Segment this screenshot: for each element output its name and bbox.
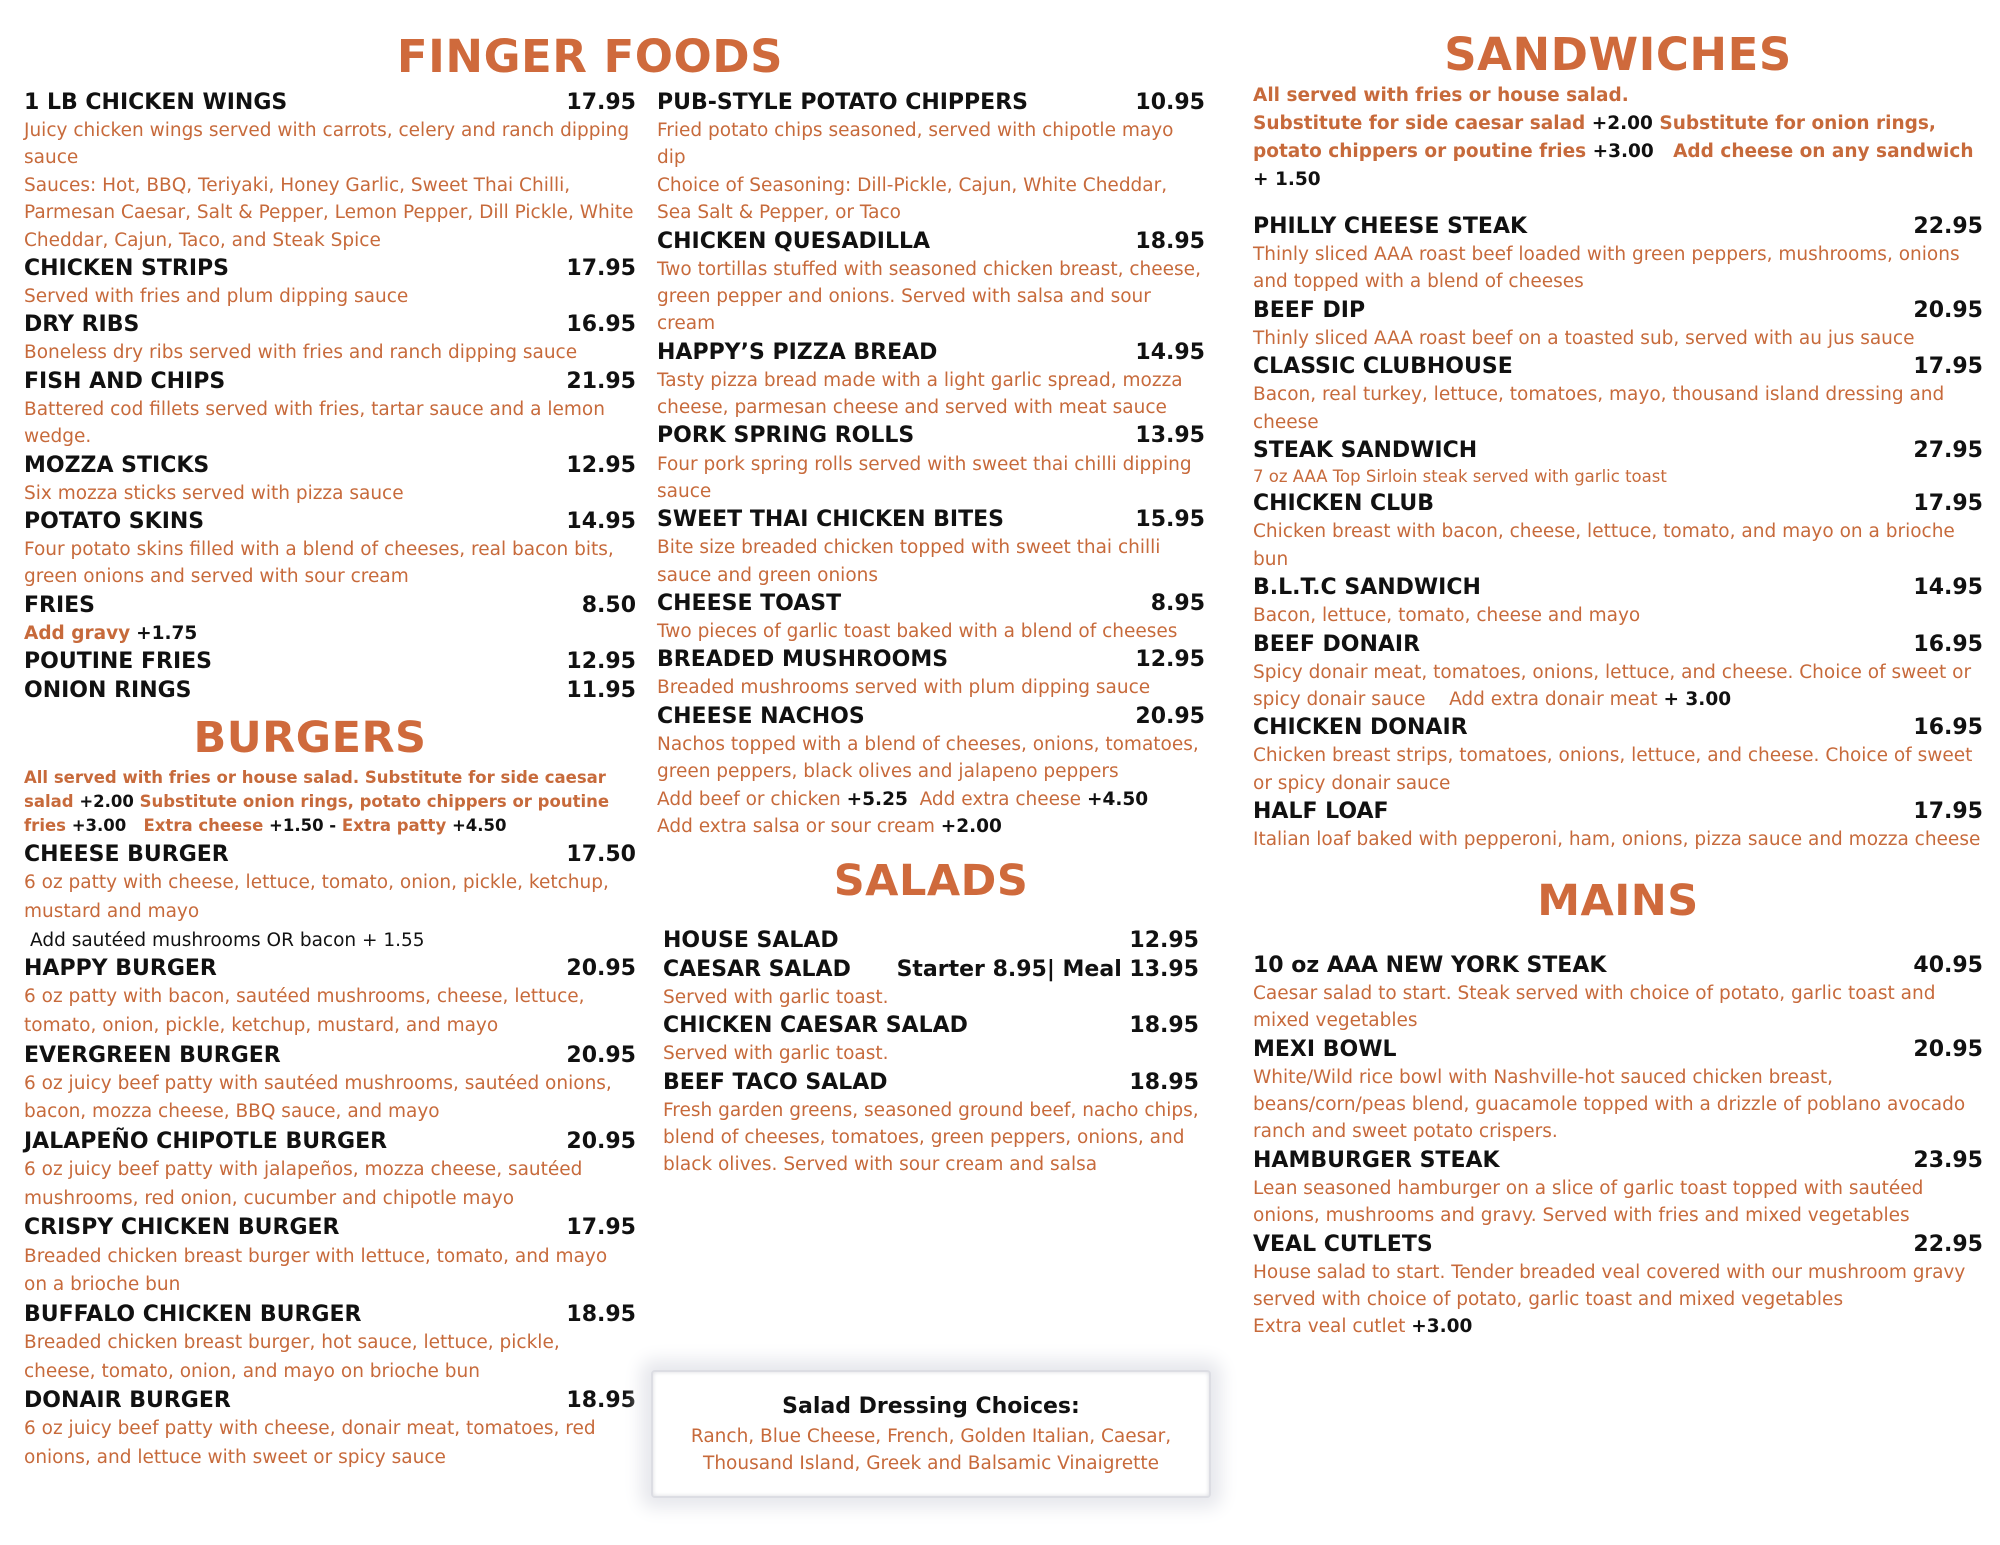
item-name: DONAIR BURGER: [24, 1388, 231, 1414]
addon-price: +2.00: [940, 816, 1002, 837]
menu-item: [1253, 713, 1983, 797]
item-description: House salad to start. Tender breaded veal covered with our mushroom gravy served with choice of potato, garlic toast and mixed vegetables: [1253, 1261, 1966, 1310]
item-price: 11.95: [566, 678, 636, 704]
item-price: 13.95: [1135, 423, 1205, 449]
intro-price: +3.00: [1592, 140, 1654, 162]
menu-item: [24, 254, 636, 310]
item-description: Served with fries and plum dipping sauce: [24, 285, 409, 307]
item-name: BUFFALO CHICKEN BURGER: [24, 1301, 362, 1327]
menu-item: [1253, 352, 1983, 436]
item-name: HAPPY’S PIZZA BREAD: [657, 339, 938, 365]
item-name: CHEESE TOAST: [657, 591, 842, 617]
item-price: 17.95: [1913, 491, 1983, 517]
item-name: CHEESE BURGER: [24, 842, 229, 868]
menu-item: [24, 507, 636, 591]
dressing-list: Ranch, Blue Cheese, French, Golden Italian, Caesar, Thousand Island, Greek and Balsamic Vinaigrette: [690, 1426, 1172, 1475]
item-price: 15.95: [1135, 507, 1205, 533]
item-description: Chicken breast with bacon, cheese, lettuce, tomato, and mayo on a brioche bun: [1253, 521, 1955, 570]
menu-item: [657, 645, 1205, 701]
item-name: FRIES: [24, 592, 96, 618]
menu-item: [1253, 1230, 1983, 1341]
item-description: Boneless dry ribs served with fries and ranch dipping sauce: [24, 342, 578, 364]
item-price: 20.95: [1913, 1036, 1983, 1062]
salad-dressing-box: [651, 1370, 1211, 1498]
item-description-seasoning: Choice of Seasoning: Dill-Pickle, Cajun, White Cheddar, Sea Salt & Pepper, or Taco: [657, 174, 1168, 224]
item-price: 23.95: [1913, 1147, 1983, 1173]
item-price: 8.95: [1150, 591, 1205, 617]
menu-item: [1253, 1146, 1983, 1230]
menu-item: [657, 702, 1205, 841]
menu-item: [24, 591, 636, 647]
menu-item: [1253, 1035, 1983, 1146]
intro-text: Substitute onion rings, potato chippers or poutine fries: [24, 792, 610, 836]
finger-foods-title: FINGER FOODS: [396, 30, 784, 83]
item-name: MEXI BOWL: [1253, 1036, 1397, 1062]
item-price: 14.95: [1913, 575, 1983, 601]
item-name: CHICKEN CAESAR SALAD: [663, 1013, 968, 1039]
item-name: BEEF TACO SALAD: [663, 1069, 888, 1095]
menu-item: [657, 505, 1205, 589]
menu-item: [24, 1213, 636, 1299]
item-description: 6 oz patty with cheese, lettuce, tomato, onion, pickle, ketchup, mustard and mayo: [24, 872, 609, 922]
item-name: SWEET THAI CHICKEN BITES: [657, 507, 1004, 533]
menu-item: [657, 421, 1205, 505]
menu-item: [24, 954, 636, 1040]
item-price: 18.95: [1135, 228, 1205, 254]
intro-text: Extra cheese: [143, 816, 264, 836]
item-addon: [24, 620, 636, 647]
menu-item: [657, 88, 1205, 227]
item-description: Breaded mushrooms served with plum dipping sauce: [657, 677, 1151, 699]
item-price: 40.95: [1913, 952, 1983, 978]
addon-price: +5.25: [846, 788, 908, 810]
intro-price: +2.00: [79, 792, 134, 812]
item-description: 6 oz juicy beef patty with jalapeños, mozza cheese, sautéed mushrooms, red onion, cucumber and chipotle mayo: [24, 1159, 583, 1209]
item-description: Four potato skins filled with a blend of cheeses, real bacon bits, green onions and served with sour cream: [24, 538, 614, 588]
item-price: 10.95: [1135, 90, 1205, 115]
item-description-sauces: Sauces: Hot, BBQ, Teriyaki, Honey Garlic, Sweet Thai Chilli, Parmesan Caesar, Salt & Pepper, Lemon Pepper, Dill Pickle, White Cheddar, Cajun, Taco, and Steak Spice: [24, 174, 634, 251]
menu-item: [657, 338, 1205, 422]
item-description: Juicy chicken wings served with carrots, celery and ranch dipping sauce: [24, 120, 630, 169]
item-name: ONION RINGS: [24, 678, 192, 704]
menu-item: [1253, 436, 1983, 489]
item-description-text: Spicy donair meat, tomatoes, onions, lettuce, and cheese. Choice of sweet or spicy donair sauce: [1253, 661, 1972, 710]
item-price: 14.95: [566, 508, 636, 534]
mains-title: MAINS: [1537, 875, 1699, 926]
item-price: 18.95: [566, 1301, 636, 1327]
salads-list: [657, 926, 1205, 1179]
menu-item: [24, 451, 636, 507]
item-addons: [657, 786, 1205, 841]
item-name: 1 LB CHICKEN WINGS: [24, 90, 288, 115]
item-description: Bacon, lettuce, tomato, cheese and mayo: [1253, 605, 1641, 627]
intro-text: Add cheese on any sandwich: [1673, 140, 1974, 162]
item-name: FISH AND CHIPS: [24, 368, 226, 394]
menu-item: [24, 647, 636, 676]
menu-item: [663, 1068, 1199, 1179]
menu-item: [663, 1011, 1199, 1067]
menu-item: [663, 955, 1199, 1011]
item-name: CRISPY CHICKEN BURGER: [24, 1215, 340, 1241]
item-description: 6 oz juicy beef patty with cheese, donair meat, tomatoes, red onions, and lettuce with sweet or spicy sauce: [24, 1418, 596, 1468]
item-name: VEAL CUTLETS: [1253, 1231, 1433, 1257]
burgers-intro: [24, 766, 636, 838]
item-name: PUB-STYLE POTATO CHIPPERS: [657, 90, 1028, 115]
addon-price: +4.50: [1086, 788, 1149, 810]
item-name: PHILLY CHEESE STEAK: [1253, 213, 1528, 239]
item-name: CHEESE NACHOS: [657, 703, 865, 729]
item-price: 8.50: [581, 592, 636, 618]
item-price: 20.95: [1135, 703, 1205, 729]
sandwiches-intro: [1253, 82, 1983, 194]
item-description: Thinly sliced AAA roast beef on a toasted sub, served with au jus sauce: [1253, 327, 1915, 349]
intro-text: Extra patty: [341, 816, 447, 836]
item-name: HAMBURGER STEAK: [1253, 1147, 1500, 1173]
item-price: 16.95: [1913, 715, 1983, 741]
menu-item: [24, 310, 636, 366]
item-name: CAESAR SALAD: [663, 956, 851, 982]
item-price: 16.95: [1913, 631, 1983, 657]
item-price: 17.95: [566, 1215, 636, 1241]
item-description: Battered cod fillets served with fries, tartar sauce and a lemon wedge.: [24, 398, 605, 448]
item-name: POUTINE FRIES: [24, 649, 213, 675]
item-description: Breaded chicken breast burger, hot sauce, lettuce, pickle, cheese, tomato, onion, and mayo on brioche bun: [24, 1331, 560, 1382]
item-name: BEEF DIP: [1253, 297, 1366, 323]
item-price: 12.95: [566, 452, 636, 478]
item-description: [1253, 659, 1983, 714]
item-description: Caesar salad to start. Steak served with choice of potato, garlic toast and mixed vegetables: [1253, 982, 1936, 1032]
item-name: PORK SPRING ROLLS: [657, 423, 915, 449]
item-price: 22.95: [1913, 213, 1983, 239]
menu-item: [24, 88, 636, 254]
item-name: STEAK SANDWICH: [1253, 437, 1478, 463]
item-description: Two pieces of garlic toast baked with a blend of cheeses: [657, 621, 1178, 643]
burgers-title: BURGERS: [193, 713, 427, 764]
item-name: BREADED MUSHROOMS: [657, 647, 949, 673]
item-description: Bacon, real turkey, lettuce, tomatoes, mayo, thousand island dressing and cheese: [1253, 384, 1945, 433]
menu-item: [24, 676, 636, 705]
item-description: Tasty pizza bread made with a light garlic spread, mozza cheese, parmesan cheese and served with meat sauce: [657, 369, 1183, 419]
menu-item: [1253, 573, 1983, 629]
item-description: Bite size breaded chicken topped with sweet thai chilli sauce and green onions: [657, 537, 1161, 586]
intro-text: Substitute for onion rings, potato chippers or poutine fries: [1253, 112, 1936, 162]
item-description: Nachos topped with a blend of cheeses, onions, tomatoes, green peppers, black olives and jalapeno peppers: [657, 733, 1199, 783]
column-right: [1253, 30, 1983, 1341]
menu-item: [24, 1386, 636, 1472]
item-price: 21.95: [566, 368, 636, 394]
item-name: CLASSIC CLUBHOUSE: [1253, 354, 1513, 380]
addon-label: Add extra donair meat: [1449, 688, 1658, 710]
item-price: 12.95: [566, 649, 636, 675]
menu-item: [24, 840, 636, 954]
menu-item: [663, 926, 1199, 955]
menu-item: [1253, 296, 1983, 352]
item-description: Fresh garden greens, seasoned ground beef, nacho chips, blend of cheeses, tomatoes, green peppers, onions, and black olives. Served with sour cream and salsa: [663, 1099, 1199, 1176]
item-price: 20.95: [566, 1042, 636, 1068]
item-description: Lean seasoned hamburger on a slice of garlic toast topped with sautéed onions, mushrooms and gravy. Served with fries and mixed vegetables: [1253, 1177, 1924, 1227]
item-price: Starter 8.95| Meal 13.95: [896, 956, 1199, 982]
intro-price: +1.50 -: [269, 816, 337, 836]
item-name: HAPPY BURGER: [24, 956, 217, 982]
item-price: 12.95: [1135, 647, 1205, 673]
item-price: 17.50: [566, 842, 636, 868]
item-name: BEEF DONAIR: [1253, 631, 1421, 657]
item-description: Breaded chicken breast burger with lettuce, tomato, and mayo on a brioche bun: [24, 1245, 608, 1296]
item-extra: Add sautéed mushrooms OR bacon + 1.55: [30, 929, 425, 951]
item-name: MOZZA STICKS: [24, 452, 210, 478]
item-description: Served with garlic toast.: [663, 1043, 889, 1065]
intro-price: + 1.50: [1253, 168, 1321, 190]
item-name: HOUSE SALAD: [663, 927, 839, 953]
addon-label: Add beef or chicken: [657, 788, 841, 810]
menu-item: [1253, 951, 1983, 1035]
menu-item: [24, 1041, 636, 1127]
item-name: 10 oz AAA NEW YORK STEAK: [1253, 952, 1607, 978]
salads-title: SALADS: [833, 856, 1029, 907]
item-description: Fried potato chips seasoned, served with chipotle mayo dip: [657, 120, 1174, 169]
menu-item: [1253, 630, 1983, 714]
item-price: 17.95: [1913, 799, 1983, 825]
item-addon: [1253, 1313, 1983, 1340]
item-name: HALF LOAF: [1253, 799, 1389, 825]
item-description: Two tortillas stuffed with seasoned chicken breast, cheese, green pepper and onions. Served with salsa and sour cream: [657, 258, 1201, 335]
item-description: Six mozza sticks served with pizza sauce: [24, 482, 404, 504]
item-description: White/Wild rice bowl with Nashville-hot sauced chicken breast, beans/corn/peas blend, guacamole topped with a drizzle of poblano avocado ranch and sweet potato crispers.: [1253, 1066, 1966, 1143]
item-price: 16.95: [566, 312, 636, 338]
item-price: 17.95: [566, 255, 636, 281]
item-name: POTATO SKINS: [24, 508, 205, 534]
menu-item: [657, 227, 1205, 338]
intro-price: +3.00: [71, 816, 127, 836]
sandwiches-title: SANDWICHES: [1444, 28, 1792, 81]
menu-item: [657, 589, 1205, 645]
addon-label: Add extra salsa or sour cream: [657, 816, 935, 837]
item-description: Four pork spring rolls served with sweet thai chilli dipping sauce: [657, 453, 1192, 502]
menu-item: [24, 1300, 636, 1386]
menu-item: [1253, 797, 1983, 853]
addon-price: + 3.00: [1663, 688, 1732, 710]
menu-item: [24, 1127, 636, 1213]
item-description: Thinly sliced AAA roast beef loaded with green peppers, mushrooms, onions and topped with a blend of cheeses: [1253, 243, 1960, 293]
column-left: [24, 88, 636, 1473]
item-name: B.L.T.C SANDWICH: [1253, 575, 1481, 601]
item-description: Italian loaf baked with pepperoni, ham, onions, pizza sauce and mozza cheese: [1253, 829, 1981, 851]
addon-label: Add gravy: [24, 622, 131, 644]
item-name: JALAPEÑO CHIPOTLE BURGER: [24, 1129, 388, 1155]
intro-text: All served with fries or house salad.: [1253, 84, 1629, 106]
item-price: 20.95: [1913, 297, 1983, 323]
addon-price: +3.00: [1411, 1316, 1473, 1338]
intro-price: +4.50: [451, 816, 507, 836]
dressing-title: Salad Dressing Choices:: [782, 1394, 1080, 1419]
item-name: CHICKEN CLUB: [1253, 491, 1435, 517]
item-price: 18.95: [1129, 1013, 1199, 1039]
item-price: 17.95: [566, 90, 636, 115]
item-name: DRY RIBS: [24, 312, 140, 338]
item-price: 20.95: [566, 1129, 636, 1155]
intro-text: All served with fries or house salad. Substitute for side caesar salad: [24, 768, 606, 812]
item-price: 22.95: [1913, 1231, 1983, 1257]
item-price: 18.95: [1129, 1069, 1199, 1095]
intro-text: Substitute for side caesar salad: [1253, 112, 1586, 134]
item-description: Chicken breast strips, tomatoes, onions, lettuce, and cheese. Choice of sweet or spicy donair sauce: [1253, 745, 1973, 794]
addon-price: +1.75: [136, 622, 198, 644]
addon-label: Extra veal cutlet: [1253, 1316, 1406, 1338]
item-description: Served with garlic toast.: [663, 986, 889, 1008]
menu-item: [1253, 489, 1983, 573]
item-description: 6 oz patty with bacon, sautéed mushrooms, cheese, lettuce, tomato, onion, pickle, ketchup, mustard, and mayo: [24, 986, 585, 1037]
item-price: 17.95: [1913, 354, 1983, 380]
item-name: CHICKEN STRIPS: [24, 255, 229, 281]
item-name: CHICKEN QUESADILLA: [657, 228, 931, 254]
item-description: 6 oz juicy beef patty with sautéed mushrooms, sautéed onions, bacon, mozza cheese, BBQ sauce, and mayo: [24, 1072, 612, 1123]
menu-item: [24, 367, 636, 451]
item-price: 12.95: [1129, 927, 1199, 953]
item-name: EVERGREEN BURGER: [24, 1042, 281, 1068]
item-price: 20.95: [566, 956, 636, 982]
column-middle: [657, 88, 1205, 1179]
item-price: 27.95: [1913, 437, 1983, 463]
intro-price: +2.00: [1591, 112, 1653, 134]
item-name: CHICKEN DONAIR: [1253, 715, 1468, 741]
addon-label: Add extra cheese: [919, 788, 1082, 810]
item-price: 18.95: [566, 1388, 636, 1414]
item-price: 14.95: [1135, 339, 1205, 365]
item-description: 7 oz AAA Top Sirloin steak served with garlic toast: [1253, 466, 1667, 486]
menu-item: [1253, 212, 1983, 296]
